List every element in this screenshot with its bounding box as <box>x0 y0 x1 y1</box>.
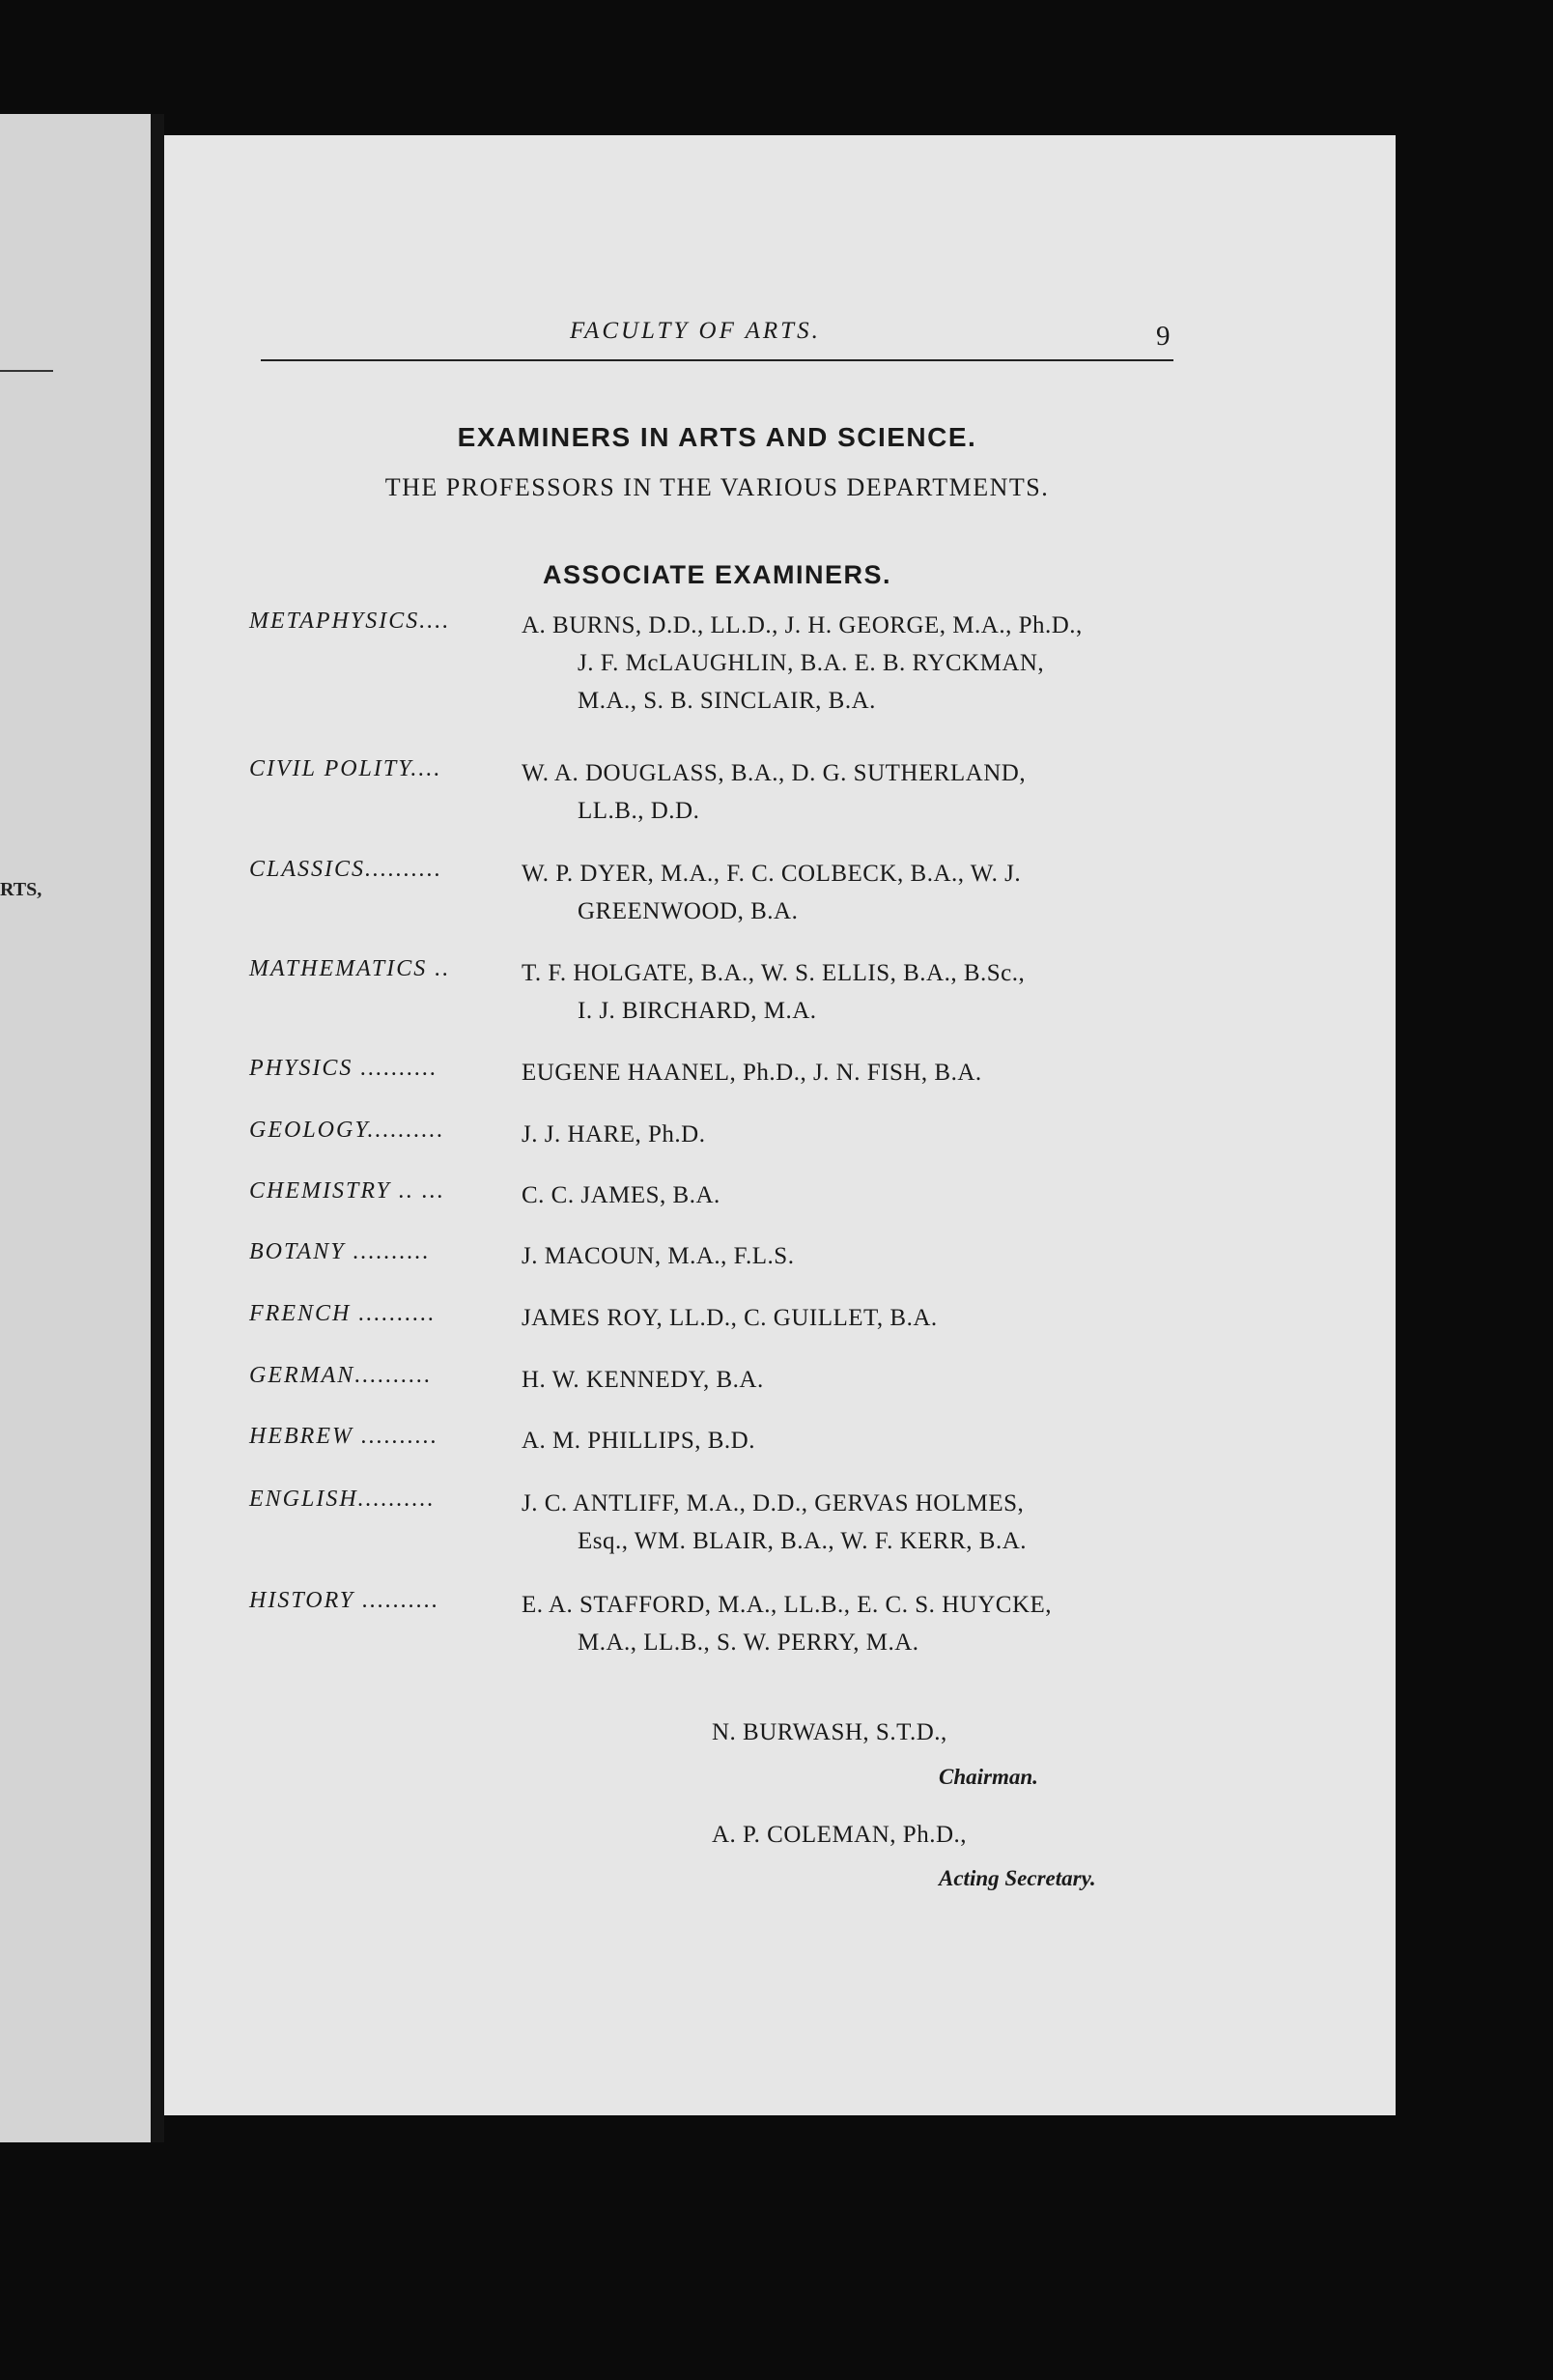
examiner-line: M.A., LL.B., S. W. PERRY, M.A. <box>578 1629 919 1656</box>
examiner-names <box>522 1485 1173 1560</box>
examiner-names <box>522 1237 1173 1275</box>
running-header-title: FACULTY OF ARTS. <box>570 318 821 344</box>
examiner-line: GREENWOOD, B.A. <box>578 898 799 924</box>
section-title: ASSOCIATE EXAMINERS. <box>542 560 892 589</box>
examiner-names <box>522 1361 1173 1399</box>
department-label: GEOLOGY.......... <box>249 1118 445 1143</box>
department-label: MATHEMATICS .. <box>249 956 451 981</box>
examiner-line: J. MACOUN, M.A., F.L.S. <box>522 1243 795 1269</box>
examiner-line: EUGENE HAANEL, Ph.D., J. N. FISH, B.A. <box>522 1060 982 1086</box>
chairman-signature-role: Chairman. <box>939 1765 1038 1789</box>
department-label: HEBREW .......... <box>249 1424 438 1449</box>
examiner-line: J. C. ANTLIFF, M.A., D.D., GERVAS HOLMES, <box>522 1490 1025 1516</box>
department-label: BOTANY .......... <box>249 1239 431 1264</box>
examiner-line: T. F. HOLGATE, B.A., W. S. ELLIS, B.A., B.Sc., <box>522 960 1026 986</box>
department-label: CLASSICS.......... <box>249 857 443 882</box>
examiner-line: M.A., S. B. SINCLAIR, B.A. <box>578 688 876 714</box>
examiner-names <box>522 1054 1173 1091</box>
examiner-names <box>522 754 1173 830</box>
department-label: FRENCH .......... <box>249 1301 437 1326</box>
examiner-line: C. C. JAMES, B.A. <box>522 1182 720 1208</box>
examiner-line: LL.B., D.D. <box>578 798 700 824</box>
secretary-signature-role: Acting Secretary. <box>939 1866 1096 1890</box>
examiner-names <box>522 1299 1173 1337</box>
examiner-names <box>522 1176 1173 1214</box>
examiner-line: I. J. BIRCHARD, M.A. <box>578 998 817 1024</box>
department-label: CIVIL POLITY.... <box>249 756 442 781</box>
examiner-line: A. M. PHILLIPS, B.D. <box>522 1428 755 1454</box>
department-label: CHEMISTRY .. ... <box>249 1178 445 1204</box>
examiner-line: J. F. McLAUGHLIN, B.A. E. B. RYCKMAN, <box>578 650 1045 676</box>
chairman-signature-name: N. BURWASH, S.T.D., <box>712 1719 947 1745</box>
department-label: ENGLISH.......... <box>249 1487 436 1512</box>
examiner-line: W. A. DOUGLASS, B.A., D. G. SUTHERLAND, <box>522 760 1027 786</box>
examiner-line: JAMES ROY, LL.D., C. GUILLET, B.A. <box>522 1305 938 1331</box>
examiner-names <box>522 954 1173 1030</box>
department-label: GERMAN.......... <box>249 1363 433 1388</box>
subheading: THE PROFESSORS IN THE VARIOUS DEPARTMENTS. <box>384 473 1050 501</box>
examiner-line: H. W. KENNEDY, B.A. <box>522 1367 764 1393</box>
department-label: HISTORY .......... <box>249 1588 440 1613</box>
examiner-line: J. J. HARE, Ph.D. <box>522 1121 706 1148</box>
examiner-line: A. BURNS, D.D., LL.D., J. H. GEORGE, M.A., Ph.D., <box>522 612 1083 638</box>
left-page-fragment: RTS, <box>0 879 42 900</box>
examiner-names <box>522 1586 1173 1661</box>
main-heading: EXAMINERS IN ARTS AND SCIENCE. <box>457 422 977 452</box>
examiner-line: E. A. STAFFORD, M.A., LL.B., E. C. S. HUYCKE, <box>522 1592 1053 1618</box>
examiner-line: W. P. DYER, M.A., F. C. COLBECK, B.A., W. J. <box>522 861 1022 887</box>
examiner-line: Esq., WM. BLAIR, B.A., W. F. KERR, B.A. <box>578 1528 1028 1554</box>
examiner-names <box>522 1422 1173 1459</box>
department-label: PHYSICS .......... <box>249 1056 438 1081</box>
examiner-names <box>522 1116 1173 1153</box>
examiner-names <box>522 855 1173 930</box>
page-number: 9 <box>1156 321 1171 352</box>
department-label: METAPHYSICS.... <box>249 609 451 634</box>
secretary-signature-name: A. P. COLEMAN, Ph.D., <box>712 1822 968 1848</box>
examiner-names <box>522 607 1173 720</box>
